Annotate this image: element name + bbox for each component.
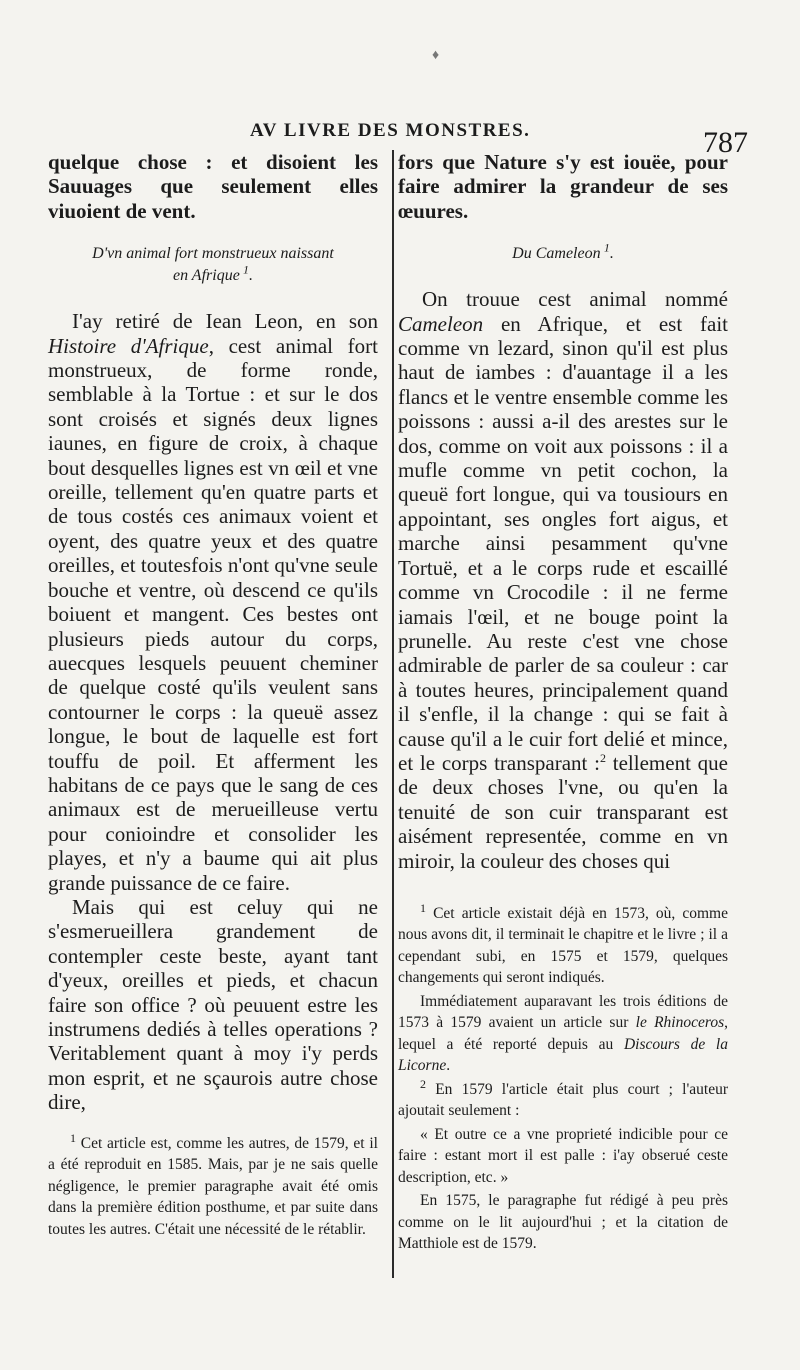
left-column — [48, 150, 378, 1242]
footnote-text: Cet article existait déjà en 1573, où, comme nous avons dit, il terminait le chapitre et le livre ; il a cependant subi, en 1575 et 1579, quelques changements qui seront indiqués. — [398, 904, 728, 987]
heading-line-2: en Afrique $^1$. — [172, 262, 253, 285]
footnote-ref: 2 — [600, 750, 606, 765]
printer-mark: ♦ — [432, 48, 440, 63]
footnote-number: 1 — [420, 900, 426, 915]
footnote-number: 2 — [420, 1076, 426, 1091]
footnote-1 — [48, 1130, 378, 1241]
para-text: en Afrique, et est fait comme vn lezard, sinon qu'il est plus haut de iambes : d'auantage il a les flancs et le ventre ensemble comme les poissons : aussi a-il des arestes sur le dos, comme on voit aux poissons : il a mufle comme vn petit cochon, la queuë fort longue, qui va tousiours en appointant, ses ongles fort aigus, et marche ainsi pesamment qu'vne Tortuë, et a le corps rude et escaillé comme vn Crocodile : il ne ferme iamais l'œil, et ne bouge point la prunelle. Au reste c'est vne chose admirable de parler de sa couleur : car à toutes heures, principalement quand il s'enfle, il la change : qui se fait à cause qu'il a le cuir fort delié et mince, et le corps transparant : — [398, 311, 728, 775]
page-number: 787 — [703, 126, 748, 159]
footnote-number: 1 — [70, 1130, 76, 1145]
footnote-ref: 1 — [243, 262, 249, 277]
footnote-1 — [398, 900, 728, 989]
section-heading-animal — [48, 243, 378, 287]
footnote-ref: 1 — [603, 240, 610, 255]
right-column — [398, 150, 728, 1257]
section-heading-cameleon: Du Cameleon $^1$. — [512, 240, 614, 263]
footnote-2-quote: « Et outre ce a vne proprieté indicible pour ce faire : estant mort il est palle : i'ay obserué ceste description, etc. » — [398, 1125, 728, 1186]
column-divider — [392, 150, 394, 1278]
paragraph-wonder: Mais qui est celuy qui ne s'esmerueillera grandement de contempler ceste beste, ayant tant d'yeux, oreilles et pieds, et chacun faire son office ? où peuuent estre les instrumens dediés à telles operations ? Veritablement quant à moy i'y perds mon esprit, et ne sçaurois autre chose dire, — [48, 894, 378, 1115]
footnote-2 — [398, 1076, 728, 1122]
para-text: On trouue cest animal nommé — [422, 287, 728, 312]
footnote-text: Immédiatement auparavant les trois éditions de 1573 à 1579 avaient un article sur — [398, 992, 728, 1032]
paragraph-animal-description — [48, 309, 378, 895]
footnote-title: le Rhinoceros — [635, 1014, 725, 1032]
paragraph-cameleon — [398, 287, 728, 873]
left-footnotes — [48, 1130, 378, 1241]
right-lead-in: fors que Nature s'y est iouëe, pour faire admirer la grandeur de ses œuures. — [398, 150, 728, 223]
heading-line-1: D'vn animal fort monstrueux naissant — [92, 245, 334, 263]
heading-text: Du Cameleon — [512, 245, 601, 263]
book-title: Histoire d'Afrique — [48, 333, 209, 358]
footnote-title: Discours de la Licorne — [398, 1035, 728, 1075]
footnote-2-end: En 1575, le paragraphe fut rédigé à peu près comme on le lit aujourd'hui ; et la citation de Matthiole est de 1579. — [398, 1192, 728, 1253]
footnote-text: En 1579 l'article était plus court ; l'auteur ajoutait seulement : — [398, 1080, 728, 1120]
para-text: tellement que de deux choses l'vne, ou qu'en la tenuité de son cuir transparant est aisément representée, comme en vn miroir, la couleur des choses qui — [398, 750, 728, 873]
left-lead-in: quelque chose : et disoient les Sauuages que seulement elles viuoient de vent. — [48, 150, 378, 223]
footnote-text: , lequel a été reporté depuis au — [398, 1014, 728, 1053]
para-text: I'ay retiré de Iean Leon, en son — [72, 309, 378, 334]
right-footnotes — [398, 900, 728, 1255]
heading-line-2-text: en Afrique — [172, 267, 240, 285]
running-head: AV LIVRE DES MONSTRES. — [250, 120, 531, 141]
footnote-text: . — [446, 1057, 451, 1075]
para-text: , cest animal fort monstrueux, de forme ronde, semblable à la Tortue : et sur le dos sont croisés et signés deux lignes iaunes, en figure de croix, à chaque bout desquelles lignes est vn œil et vne oreille, tellement qu'en quatre parts et de tous costés ces animaux voient et oyent, des quatre yeux et des quatre oreilles, et toutesfois n'ont qu'vne seule bouche et ventre, où descend ce qu'ils boiuent et mangent. Ces bestes ont plusieurs pieds autour du corps, auecques lesquels peuuent cheminer de quelque costé qu'ils veulent sans contourner le corps : la queuë assez longue, le bout de laquelle est fort touffu de poil. Et afferment les habitans de ce pays que le sang de ces animaux est de merueilleuse vertu pour conioindre et consolider les playes, et n'y a baume qui ait plus grande puissance de ce faire. — [48, 333, 378, 895]
footnote-text: Cet article est, comme les autres, de 1579, et il a été reproduit en 1585. Mais, par je ne sais quelle négligence, le premier paragraphe avait été omis dans la première édition posthume, et par suite dans toutes les autres. C'était une nécessité de le rétablir. — [48, 1134, 378, 1238]
animal-name: Cameleon — [398, 311, 484, 336]
footnote-1-continued — [398, 991, 728, 1077]
